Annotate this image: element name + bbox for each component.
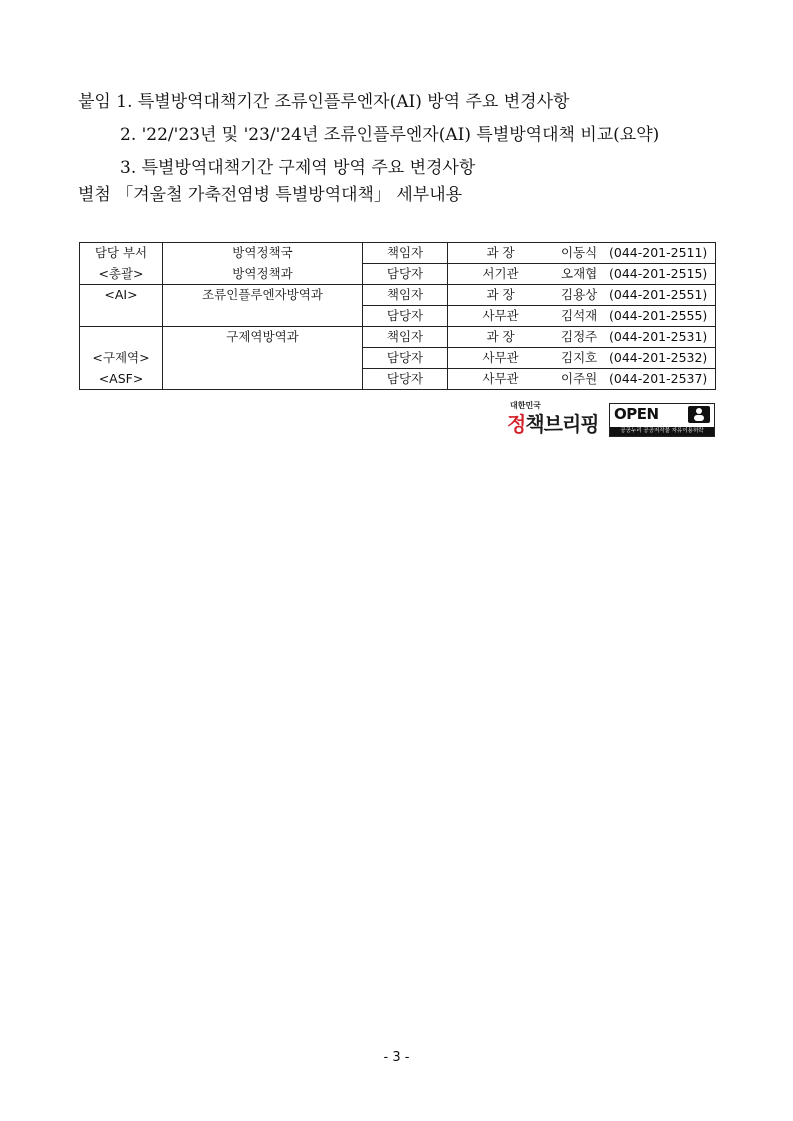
group-label: <AI> <box>80 285 163 306</box>
role-cell: 담당자 <box>363 348 448 369</box>
title-cell: 사무관 <box>482 371 519 386</box>
group-label <box>80 306 163 327</box>
contact-phone: (044-201-2551) <box>609 287 708 302</box>
contact-cell <box>448 348 716 369</box>
contact-table <box>79 242 716 390</box>
dept-name: 구제역방역과 <box>163 327 363 348</box>
policy-briefing-logo <box>507 400 607 438</box>
contact-name: 이주원 <box>561 371 598 386</box>
dept-name <box>163 306 363 327</box>
dept-name <box>163 369 363 390</box>
person-icon <box>688 406 710 423</box>
contact-name: 김석재 <box>561 308 598 323</box>
table-row <box>80 243 716 264</box>
role-cell: 책임자 <box>363 285 448 306</box>
contact-cell <box>448 264 716 285</box>
contact-cell <box>448 306 716 327</box>
contact-phone: (044-201-2532) <box>609 350 708 365</box>
attachment-3: 3. 특별방역대책기간 구제역 방역 주요 변경사항 <box>120 158 476 178</box>
open-license-badge <box>609 403 715 437</box>
role-cell: 담당자 <box>363 264 448 285</box>
contact-phone: (044-201-2555) <box>609 308 708 323</box>
group-label: <총괄> <box>80 264 163 285</box>
table-row <box>80 306 716 327</box>
role-cell: 책임자 <box>363 243 448 264</box>
contact-cell <box>448 285 716 306</box>
title-cell: 사무관 <box>482 350 519 365</box>
contact-cell <box>448 243 716 264</box>
dept-name: 방역정책국 <box>163 243 363 264</box>
role-cell: 책임자 <box>363 327 448 348</box>
title-cell: 서기관 <box>482 266 519 281</box>
group-label <box>80 327 163 348</box>
table-row <box>80 264 716 285</box>
annex-line: 별첨 「겨울철 가축전염병 특별방역대책」 세부내용 <box>78 185 463 205</box>
table-row <box>80 369 716 390</box>
table-row <box>80 285 716 306</box>
contact-phone: (044-201-2515) <box>609 266 708 281</box>
contact-name: 이동식 <box>561 245 598 260</box>
table-row <box>80 327 716 348</box>
attachment-1: 붙임 1. 특별방역대책기간 조류인플루엔자(AI) 방역 주요 변경사항 <box>78 92 570 112</box>
table-row <box>80 348 716 369</box>
contact-phone: (044-201-2537) <box>609 371 708 386</box>
contact-cell <box>448 369 716 390</box>
group-label: 담당 부서 <box>80 243 163 264</box>
logo-accent-text: 정 <box>507 412 526 436</box>
contact-name: 김정주 <box>561 329 598 344</box>
contact-cell <box>448 327 716 348</box>
group-label: <구제역> <box>80 348 163 369</box>
logo-small-text: 대한민국 <box>510 401 541 410</box>
contact-phone: (044-201-2531) <box>609 329 708 344</box>
role-cell: 담당자 <box>363 306 448 327</box>
attachment-2: 2. '22/'23년 및 '23/'24년 조류인플루엔자(AI) 특별방역대책 비교(요약) <box>120 125 660 145</box>
contact-phone: (044-201-2511) <box>609 245 708 260</box>
logo-main-text: 책브리핑 <box>525 412 599 436</box>
group-label: <ASF> <box>80 369 163 390</box>
open-license-strip: 공공누리 공공저작물 자유이용허락 <box>610 427 714 436</box>
contact-name: 김지호 <box>561 350 598 365</box>
contact-name: 오재협 <box>561 266 598 281</box>
logo-title <box>507 408 599 437</box>
open-text: OPEN <box>614 405 659 423</box>
title-cell: 과 장 <box>486 245 515 260</box>
title-cell: 과 장 <box>486 287 515 302</box>
title-cell: 사무관 <box>482 308 519 323</box>
dept-name: 조류인플루엔자방역과 <box>163 285 363 306</box>
dept-name <box>163 348 363 369</box>
contact-name: 김용상 <box>561 287 598 302</box>
title-cell: 과 장 <box>486 329 515 344</box>
role-cell: 담당자 <box>363 369 448 390</box>
page-number: - 3 - <box>383 1050 410 1065</box>
dept-name: 방역정책과 <box>163 264 363 285</box>
